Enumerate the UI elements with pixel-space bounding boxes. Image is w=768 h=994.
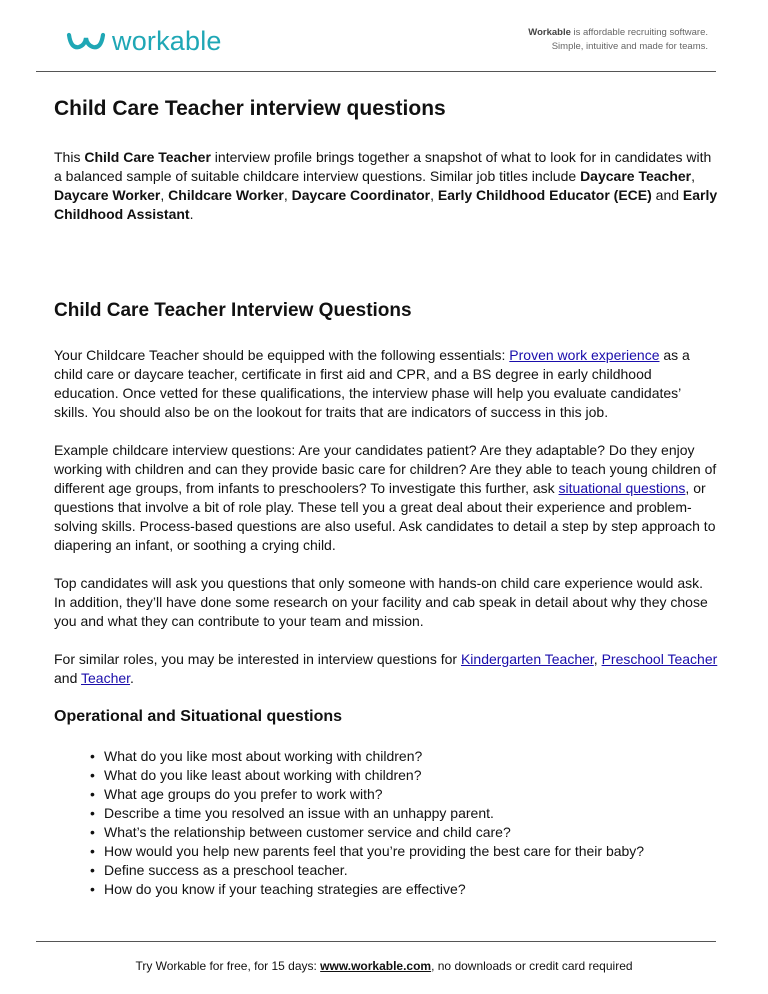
workable-logo-icon xyxy=(66,29,106,53)
separator: . xyxy=(130,670,134,686)
similar-roles-paragraph xyxy=(54,650,718,688)
list-item: • How would you help new parents feel that you’re providing the best care for their baby? xyxy=(104,842,718,861)
page-title: Child Care Teacher interview questions xyxy=(54,97,446,120)
similar-title: Early Childhood Assistant xyxy=(54,187,718,222)
footer-text: Try Workable for free, for 15 days: xyxy=(135,959,321,973)
intro-text: interview profile brings together a snapshot of what to look for in candidates with a balanced sample of suitable childcare interview questions. Similar job titles include xyxy=(54,149,712,184)
page-header xyxy=(0,0,768,72)
similar-title: Daycare Coordinator xyxy=(291,187,431,203)
situational-questions-link[interactable]: situational questions xyxy=(558,480,686,496)
list-item: • What age groups do you prefer to work with? xyxy=(104,785,718,804)
document-body xyxy=(54,96,718,899)
workable-logo[interactable] xyxy=(66,26,222,56)
header-divider xyxy=(36,71,716,72)
tagline-line2: Simple, intuitive and made for teams. xyxy=(551,41,708,52)
separator: and xyxy=(54,670,81,686)
separator: and xyxy=(651,187,683,203)
kindergarten-teacher-link[interactable]: Kindergarten Teacher xyxy=(460,651,594,667)
list-item: • What’s the relationship between customer service and child care? xyxy=(104,823,718,842)
intro-text: This xyxy=(54,149,85,165)
tagline-brand: Workable xyxy=(528,27,571,38)
workable-website-link[interactable]: www.workable.com xyxy=(320,959,432,973)
similar-title: Early Childhood Educator (ECE) xyxy=(437,187,652,203)
intro-paragraph xyxy=(54,148,718,224)
paragraph-text: Your Childcare Teacher should be equipped with the following essentials: xyxy=(54,347,510,363)
list-item: • What do you like most about working with children? xyxy=(104,747,718,766)
essentials-paragraph xyxy=(54,346,718,422)
section-title: Child Care Teacher Interview Questions xyxy=(54,300,412,321)
similar-title: Daycare Teacher xyxy=(580,168,692,184)
footer-text: , no downloads or credit card required xyxy=(431,959,633,973)
separator: , xyxy=(283,187,292,203)
top-candidates-paragraph: Top candidates will ask you questions that only someone with hands-on child care experience would ask. In addition, they’ll have done some research on your facility and cab speak in detail about why they chose you and what they can contribute to your team and mission. xyxy=(54,575,708,629)
paragraph-text: as a child care or daycare teacher, certificate in first aid and CPR, and a BS degree in early childhood education. Once vetted for these qualifications, the interview phase will help you evaluate candidates’ skills. You should also be on the lookout for traits that are indicators of success in this job. xyxy=(54,347,690,420)
list-item: • Define success as a preschool teacher. xyxy=(104,861,718,880)
page-footer xyxy=(0,959,768,973)
separator: , xyxy=(691,168,695,184)
list-item: • How do you know if your teaching strategies are effective? xyxy=(104,880,718,899)
list-item: • What do you like least about working with children? xyxy=(104,766,718,785)
logo-text: workable xyxy=(112,26,222,56)
separator: , xyxy=(430,187,438,203)
paragraph-text: , or questions that involve a bit of role play. These tell you a great deal about their experience and problem-solving skills. Process-based questions are also useful. Ask candidates to detail a step by step approach to diapering an infant, or soothing a crying child. xyxy=(54,480,716,553)
similar-title: Daycare Worker xyxy=(54,187,161,203)
separator: , xyxy=(593,651,602,667)
tagline-text: is affordable recruiting software. xyxy=(570,27,708,38)
header-tagline xyxy=(528,26,708,54)
list-item: • Describe a time you resolved an issue with an unhappy parent. xyxy=(104,804,718,823)
separator: . xyxy=(189,206,194,222)
preschool-teacher-link[interactable]: Preschool Teacher xyxy=(601,651,718,667)
separator: , xyxy=(160,187,169,203)
paragraph-text: Example childcare interview questions: Are your candidates patient? Are they adaptable? Do they enjoy working with children and can they provide basic care for children? Are they able to teach young children of different age groups, from infants to preschoolers? To investigate this further, ask xyxy=(54,442,717,496)
teacher-link[interactable]: Teacher xyxy=(81,670,131,686)
footer-divider xyxy=(36,941,716,942)
similar-title: Childcare Worker xyxy=(168,187,284,203)
paragraph-text: For similar roles, you may be interested in interview questions for xyxy=(54,651,461,667)
proven-work-experience-link[interactable]: Proven work experience xyxy=(509,347,660,363)
intro-job-title: Child Care Teacher xyxy=(84,149,211,165)
subsection-title: Operational and Situational questions xyxy=(54,708,343,725)
example-questions-paragraph xyxy=(54,441,718,555)
questions-list xyxy=(54,747,718,899)
